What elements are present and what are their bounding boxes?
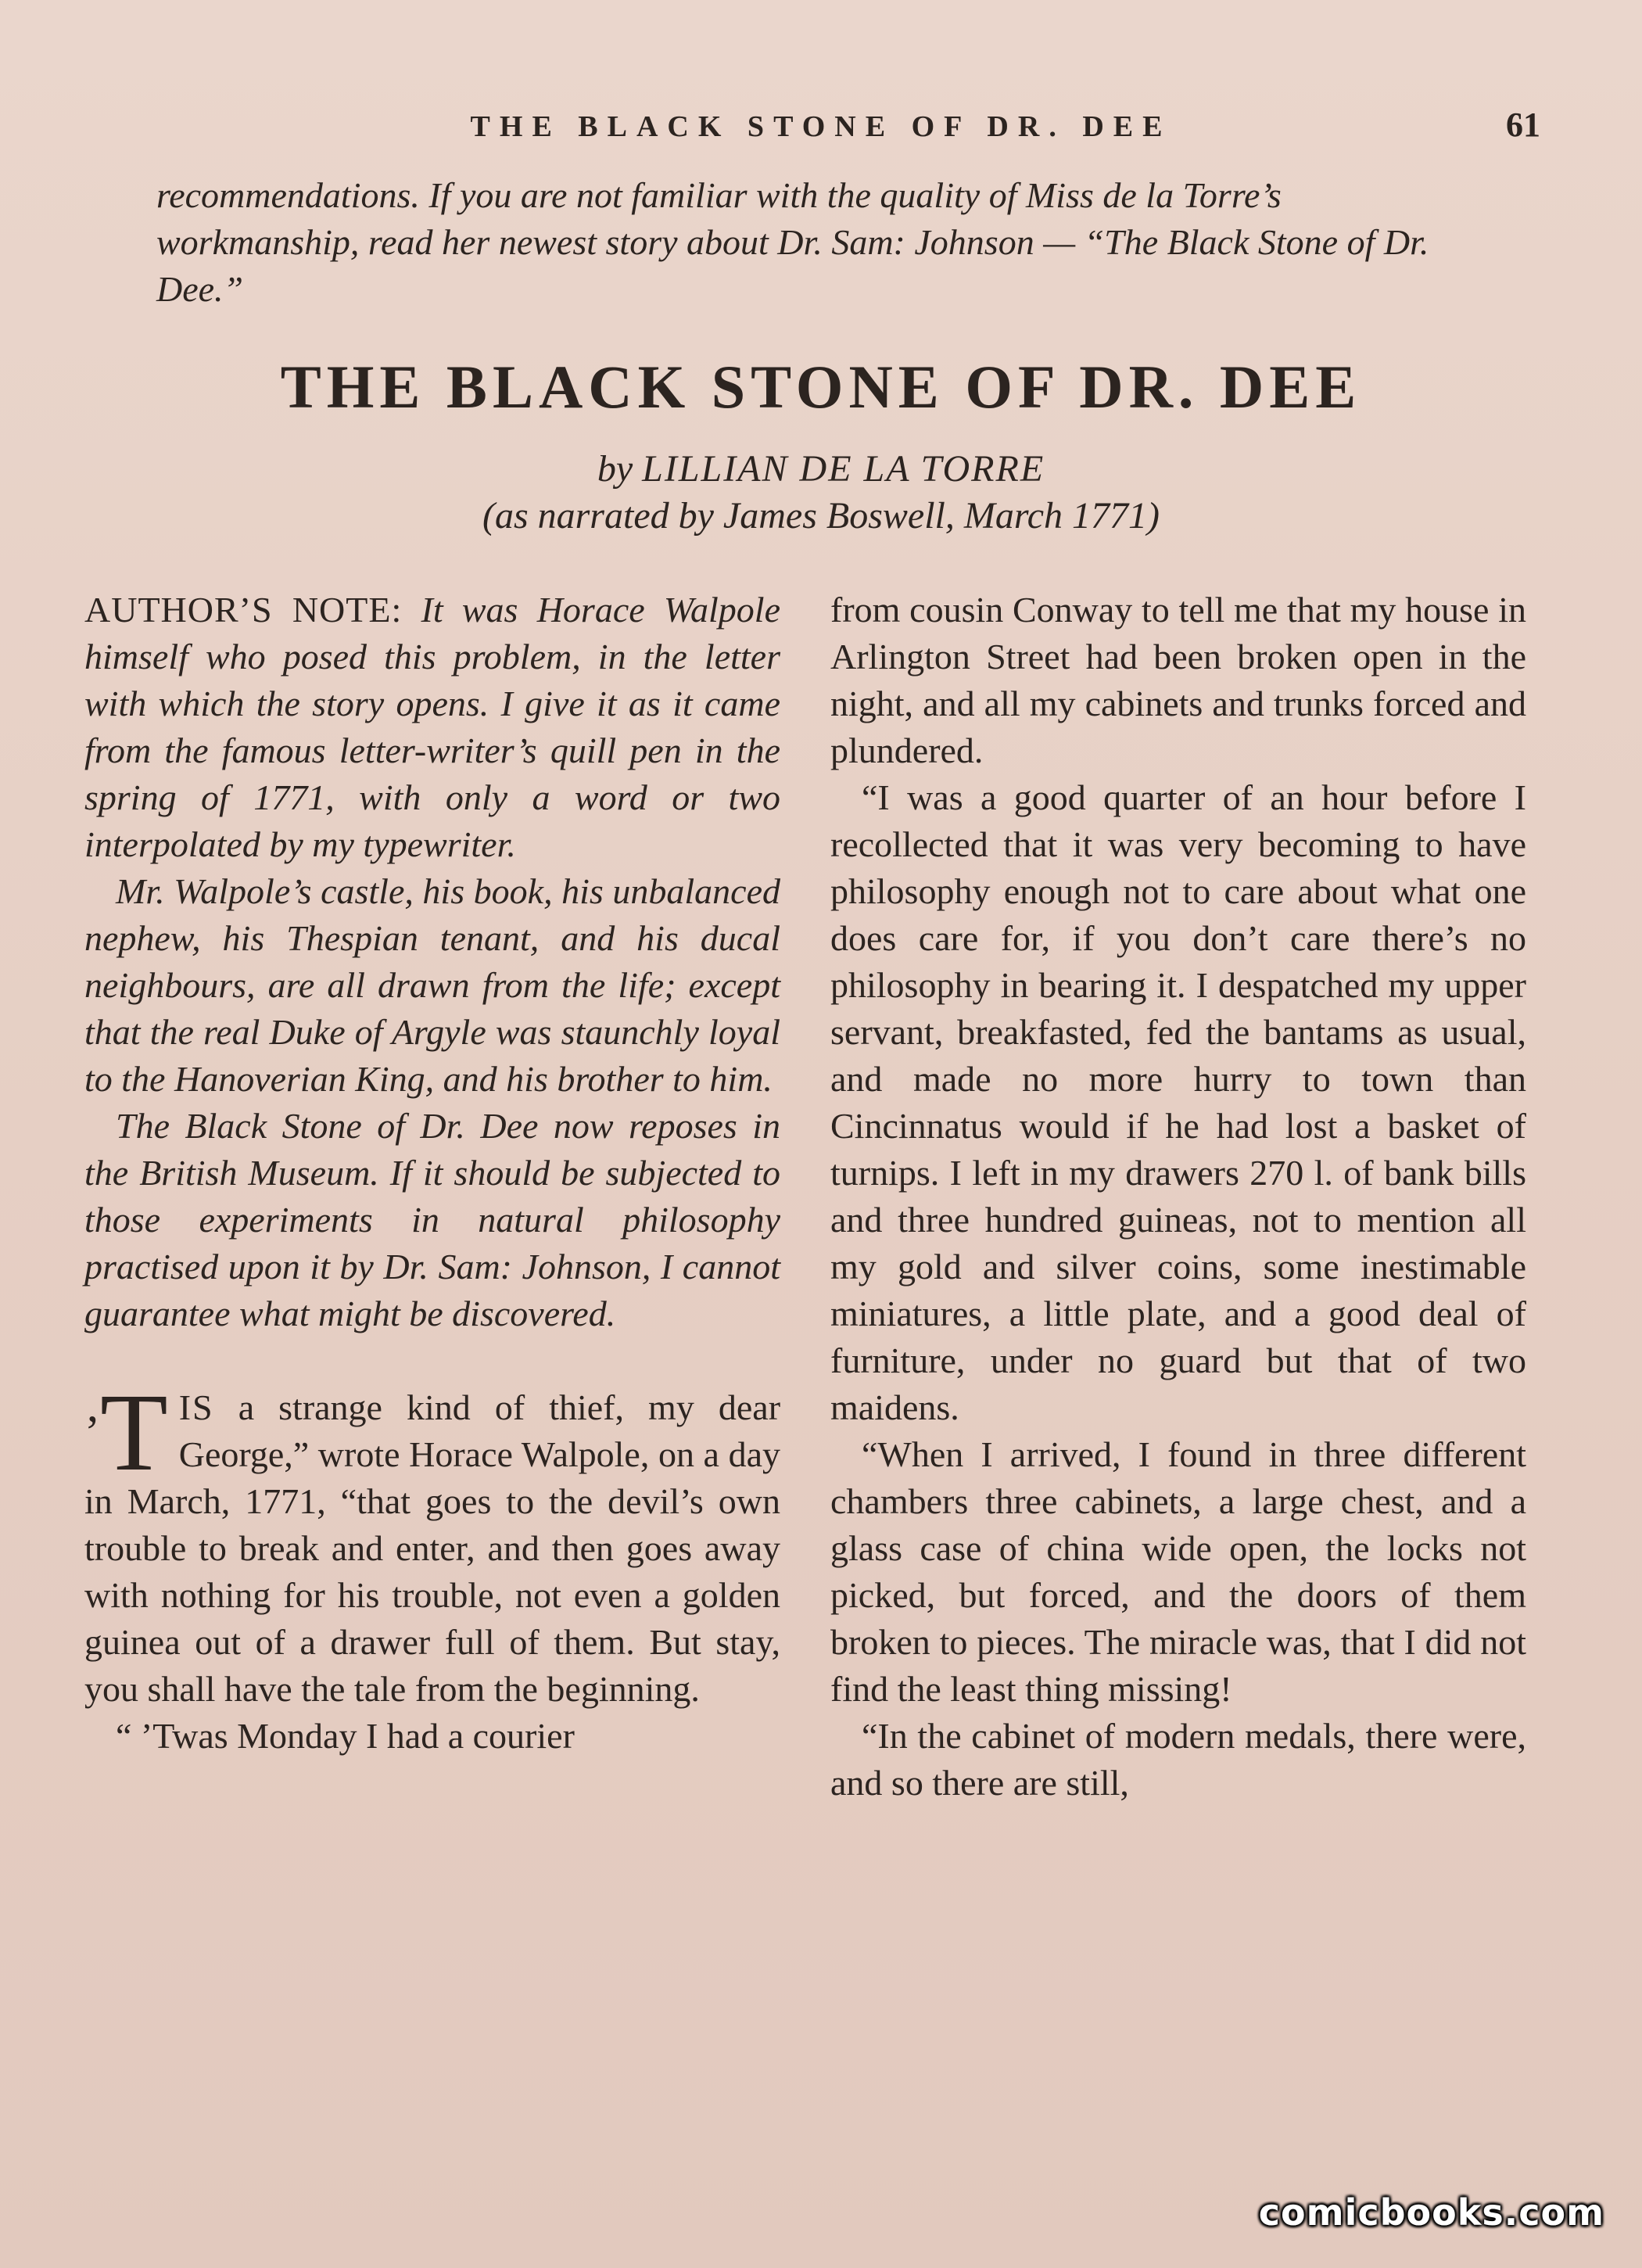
page-number: 61 bbox=[1506, 106, 1540, 144]
story-paragraph: from cousin Conway to tell me that my house in Arlington Street had been broken open in the night, and all my cabinets and trunks forced and plundered. bbox=[830, 590, 1526, 770]
story-opening bbox=[84, 1370, 781, 1760]
story-paragraph: “In the cabinet of modern medals, there were, and so there are still, bbox=[830, 1716, 1526, 1803]
opening-caps: IS bbox=[178, 1387, 214, 1427]
story-paragraph: “ ’Twas Monday I had a courier bbox=[116, 1716, 575, 1756]
byline-by: by bbox=[597, 448, 633, 490]
author-note-label: AUTHOR’S NOTE: bbox=[84, 590, 403, 630]
author-note bbox=[84, 587, 780, 1337]
author-note-paragraph: The Black Stone of Dr. Dee now reposes in the British Museum. If it should be subjected to those experiments in natural philosophy practised upon it by Dr. Sam: Johnson, I cannot guarantee what might be discovered. bbox=[84, 1106, 780, 1333]
story-paragraph: “When I arrived, I found in three different chambers three cabinets, a large chest, and a glass case of china wide open, the locks not picked, but forced, and the doors of them broken to pieces. The miracle was, that I did not find the least thing missing! bbox=[830, 1434, 1526, 1709]
byline bbox=[0, 446, 1642, 540]
right-column bbox=[830, 587, 1526, 1807]
left-column bbox=[84, 587, 780, 1760]
author-note-paragraph bbox=[84, 587, 780, 868]
site-watermark: comicbooks.com bbox=[1258, 2191, 1604, 2234]
narration-line: (as narrated by James Boswell, March 1771) bbox=[482, 495, 1160, 536]
drop-cap-letter: T bbox=[99, 1370, 168, 1494]
running-head: THE BLACK STONE OF DR. DEE bbox=[470, 110, 1172, 143]
story-text: a strange kind of thief, my dear George,” wrote Horace Walpole, on a day in March, 1771, “that goes to the devil’s own trouble to break and enter, and then goes away with nothing for his trouble, not even a golden guinea out of a drawer full of them. But stay, you shall have the tale from the beginning. bbox=[84, 1387, 781, 1709]
author-note-text: It was Horace Walpole himself who posed this problem, in the letter with which the story opens. I give it as it came from the famous letter-writer’s quill pen in the spring of 1771, with only a word or two interpolated by my typewriter. bbox=[84, 590, 781, 864]
drop-cap-quote: ’ bbox=[84, 1406, 100, 1458]
author-note-paragraph: Mr. Walpole’s castle, his book, his unbalanced nephew, his Thespian tenant, and his ducal neighbours, are all drawn from the life; except that the real Duke of Argyle was staunchly loyal to the Hanoverian King, and his brother to him. bbox=[84, 871, 780, 1099]
drop-cap bbox=[84, 1370, 168, 1494]
story-paragraph bbox=[84, 1370, 781, 1713]
story-paragraph: “I was a good quarter of an hour before I recollected that it was very becoming to have philosophy enough not to care about what one does care for, if you don’t care there’s no philosophy in bearing it. I despatched my upper servant, breakfasted, fed the bantams as usual, and made no more hurry to town than Cincinnatus would if he had lost a basket of turnips. I left in my drawers 270 l. of bank bills and three hundred guineas, not to mention all my gold and silver coins, some inestimable miniatures, a little plate, and a good deal of furniture, under no guard but that of two maidens. bbox=[830, 777, 1526, 1427]
story-title: THE BLACK STONE OF DR. DEE bbox=[280, 353, 1362, 421]
author-name: LILLIAN DE LA TORRE bbox=[642, 448, 1045, 490]
author-line bbox=[0, 446, 1642, 493]
editor-intro: recommendations. If you are not familiar with the quality of Miss de la Torre’s workmanship, read her newest story about Dr. Sam: Johnson — “The Black Stone of Dr. Dee.” bbox=[156, 175, 1429, 309]
